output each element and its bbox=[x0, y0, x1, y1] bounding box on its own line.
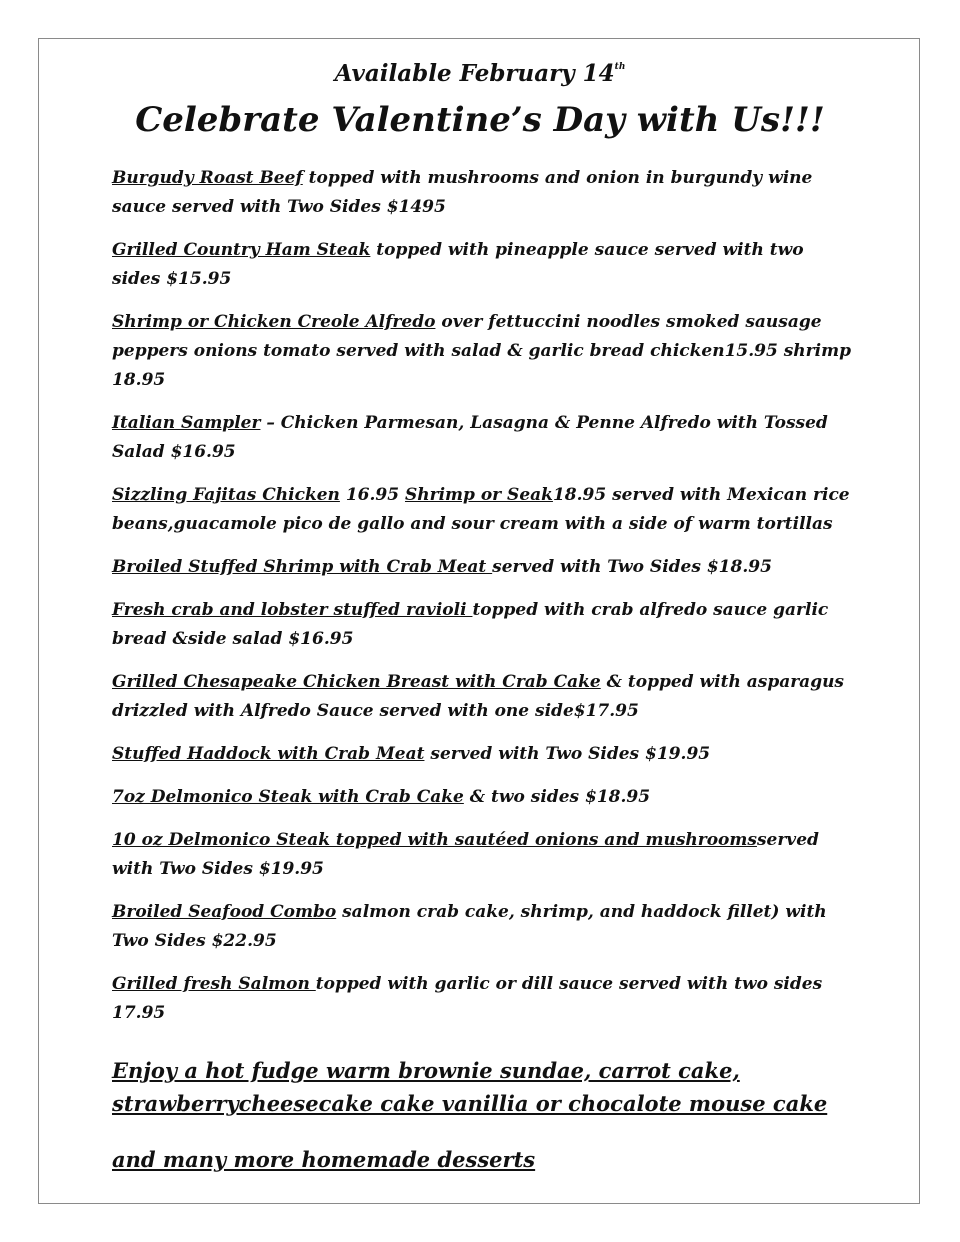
item-name: Shrimp or Chicken Creole Alfredo bbox=[112, 312, 436, 332]
item-price-chicken: 16.95 bbox=[339, 485, 405, 505]
item-name: Fresh crab and lobster stuffed ravioli bbox=[112, 600, 473, 620]
item-description: & topped with asparagus drizzled with Alfredo Sauce served with one side$17.95 bbox=[112, 672, 845, 721]
item-description: 18.95 served with Mexican rice beans,guacamole pico de gallo and sour cream with a side of warm tortillas bbox=[112, 485, 850, 534]
menu-list bbox=[112, 164, 856, 1042]
menu-item-7oz-delmonico bbox=[112, 783, 856, 812]
item-name: Stuffed Haddock with Crab Meat bbox=[112, 744, 425, 764]
menu-item-ham-steak bbox=[112, 236, 856, 294]
item-name: 10 oz Delmonico Steak topped with sautéed onions and mushrooms bbox=[112, 830, 757, 850]
menu-item-italian-sampler bbox=[112, 409, 856, 467]
desserts-more: and many more homemade desserts bbox=[112, 1147, 536, 1172]
menu-item-fajitas bbox=[112, 481, 856, 539]
item-name: Grilled Country Ham Steak bbox=[112, 240, 371, 260]
item-name: 7oz Delmonico Steak with Crab Cake bbox=[112, 787, 464, 807]
item-description: served with Two Sides $19.95 bbox=[112, 830, 819, 879]
menu-item-roast-beef bbox=[112, 164, 856, 222]
menu-item-10oz-delmonico bbox=[112, 826, 856, 884]
item-name: Broiled Stuffed Shrimp with Crab Meat bbox=[112, 557, 493, 577]
item-name: Grilled fresh Salmon bbox=[112, 974, 316, 994]
item-description: & two sides $18.95 bbox=[463, 787, 651, 807]
item-name-secondary: Shrimp or Seak bbox=[404, 485, 553, 505]
available-date bbox=[38, 60, 922, 87]
item-description: topped with garlic or dill sauce served with two sides 17.95 bbox=[112, 974, 823, 1023]
date-suffix: th bbox=[614, 62, 626, 72]
item-description: served with Two Sides $19.95 bbox=[424, 744, 711, 764]
item-name: Burgudy Roast Beef bbox=[112, 168, 303, 188]
item-description: topped with mushrooms and onion in burgundy wine sauce served with Two Sides $1495 bbox=[112, 168, 813, 217]
item-description: over fettuccini noodles smoked sausage peppers onions tomato served with salad & garlic bread chicken15.95 shrimp 18.95 bbox=[112, 312, 851, 390]
item-description: salmon crab cake, shrimp, and haddock fillet) with Two Sides $22.95 bbox=[112, 902, 827, 951]
item-name: Italian Sampler bbox=[112, 413, 261, 433]
item-description: served with Two Sides $18.95 bbox=[492, 557, 772, 577]
available-text: Available February 14 bbox=[334, 60, 615, 87]
desserts-section bbox=[112, 1054, 856, 1176]
menu-item-ravioli bbox=[112, 596, 856, 654]
item-description: topped with crab alfredo sauce garlic bread &side salad $16.95 bbox=[112, 600, 829, 649]
menu-item-creole-alfredo bbox=[112, 308, 856, 395]
menu-item-seafood-combo bbox=[112, 898, 856, 956]
menu-item-chesapeake-chicken bbox=[112, 668, 856, 726]
item-description: – Chicken Parmesan, Lasagna & Penne Alfredo with Tossed Salad $16.95 bbox=[112, 413, 828, 462]
item-description: topped with pineapple sauce served with two sides $15.95 bbox=[112, 240, 804, 289]
item-name: Grilled Chesapeake Chicken Breast with Crab Cake bbox=[112, 672, 601, 692]
menu-item-stuffed-haddock bbox=[112, 740, 856, 769]
item-name: Sizzling Fajitas Chicken bbox=[112, 485, 340, 505]
item-name: Broiled Seafood Combo bbox=[112, 902, 337, 922]
menu-item-stuffed-shrimp bbox=[112, 553, 856, 582]
menu-item-salmon bbox=[112, 970, 856, 1028]
desserts-list: Enjoy a hot fudge warm brownie sundae, carrot cake, strawberrycheesecake cake vanillia or chocalote mouse cake bbox=[112, 1058, 828, 1116]
page-title: Celebrate Valentine’s Day with Us!!! bbox=[135, 100, 825, 140]
